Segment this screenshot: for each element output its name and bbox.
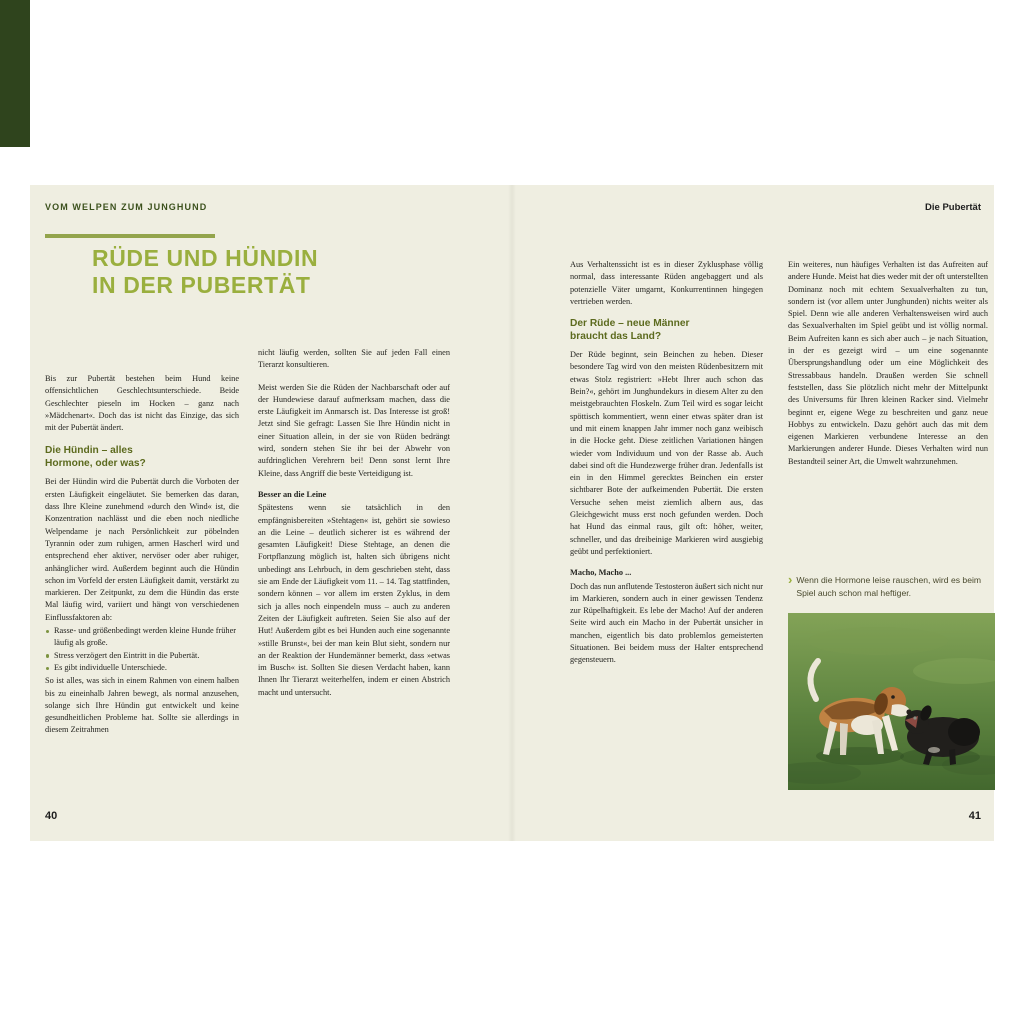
intro-paragraph: Bis zur Pubertät bestehen beim Hund keine offensichtlichen Geschlechtsunterschiede. Beide Geschlechter pieseln im Hocken – ganz nach »Mädchenart«. Doch das ist nicht das Einzige, das sich mit der Pubertät ändert.	[45, 374, 239, 433]
left-page-column-2	[258, 347, 450, 699]
caption-chevron-icon: ›	[788, 572, 793, 587]
title-rule	[45, 234, 215, 238]
section-heading-huendin-line2: Hormone, oder was?	[45, 458, 146, 470]
subhead-besser-an-die-leine: Besser an die Leine	[258, 489, 327, 499]
page-number-left: 40	[45, 810, 58, 822]
bullet-item: Stress verzögert den Eintritt in die Pubertät.	[45, 650, 239, 662]
book-cover-edge	[0, 0, 30, 147]
section-kicker: VOM WELPEN ZUM JUNGHUND	[45, 202, 208, 212]
subhead-macho-macho: Macho, Macho ...	[570, 568, 632, 578]
left-page-column-1	[45, 373, 239, 737]
bullet-item: Es gibt individuelle Unterschiede.	[45, 662, 239, 674]
right-page-column-1	[570, 259, 763, 667]
dogs-playing-illustration	[788, 613, 995, 790]
body-paragraph: Spätestens wenn sie tatsächlich in den empfängnisbereiten »Stehtagen« ist, gehört sie sowieso an die Leine – deutlich sicherer ist es während der gesamten Läufigkeit! Diese Stehtage, an denen die Fortpflanzung möglich ist, halten sich übrigens nicht unbedingt ans Lehrbuch, in dem geschrieben steht, dass sie am Ende der Läufigkeit vom 11. – 14. Tag stattfinden, sondern können – vor allem im ersten Zyklus, in dem sich ja alles noch einpendeln muss – auch zu anderen Zeiten der Läufigkeit auftreten. Seien Sie also auf der Hut! Außerdem gibt es bei Hunden auch eine sogenannte »stille Brunst«, bei der man kein Blut sieht, sondern nur an der Reaktion der Hundemänner bemerkt, dass »etwas im Busch« ist. Sollten Sie diesen Verdacht haben, kann Ihnen Ihr Tierarzt weiterhelfen, indem er einen Abstrich macht und untersucht.	[258, 503, 450, 697]
section-heading-ruede-line1: Der Rüde – neue Männer	[570, 318, 690, 330]
body-paragraph: Meist werden Sie die Rüden der Nachbarschaft oder auf der Hundewiese darauf aufmerksam machen, dass die erste Läufigkeit im Anmarsch ist. Das Interesse ist groß! Jetzt sind Sie gefragt: Lassen Sie Ihre Hündin nicht in einer Situation allein, in der sie von Rüden bedrängt wird, sondern stehen Sie ihr bei der Abwehr von aufdringlichen Verehrern bei! Denn sonst lernt Ihre Kleine, dass Angriff die beste Verteidigung ist.	[258, 382, 450, 478]
body-paragraph: Bei der Hündin wird die Pubertät durch die Vorboten der ersten Läufigkeit eingeläutet. Sie bemerken das daran, dass Ihre Kleine zunehmend »durch den Wind« ist, die Konzentration nachlässt und die eben noch niedliche Welpendame je nach Persönlichkeit zur pöbelnden Tyrannin oder zum ruhigen, armen Hascherl wird und entsprechend eher aktiver, nervöser oder aber ruhiger, anhänglicher wird. Außerdem beginnt auch die Hündin schon im Vorfeld der ersten Läufigkeit damit, verstärkt zu markieren. Der Zeitpunkt, zu dem die Hündin das erste Mal läufig wird, variiert und hängt von verschiedenen Einflussfaktoren ab:	[45, 477, 239, 622]
body-paragraph: Aus Verhaltenssicht ist es in dieser Zyklusphase völlig normal, dass interessante Rüden angebaggert und als potenzielle Väter umgarnt, Konkurrentinnen hingegen vertrieben werden.	[570, 260, 763, 306]
chapter-title-line2: IN DER PUBERTÄT	[92, 272, 311, 298]
section-heading-huendin-line1: Die Hündin – alles	[45, 445, 133, 457]
chapter-title	[92, 245, 318, 299]
section-heading-huendin	[45, 444, 239, 470]
body-paragraph: Doch das nun anflutende Testosteron äußert sich nicht nur im Markieren, sondern auch in einer gewissen Tendenz zur Rüpelhaftigkeit. Es lebe der Macho! Auf der anderen Seite wird auch ein Macho in der Pubertät unsicher in manchen, eigentlich bis dato problemlos gemeisterten Situationen. Bei beidem muss der Halter entsprechend gegensteuern.	[570, 581, 763, 665]
chapter-title-line1: RÜDE UND HÜNDIN	[92, 245, 319, 271]
body-paragraph: Ein weiteres, nun häufiges Verhalten ist das Aufreiten auf andere Hunde. Meist hat dies weder mit der oft unterstellten Dominanz noch mit echtem Sexualverhalten zu tun, sondern ist (vor allem unter Junghunden) nichts weiter als Spiel. Denn wie alle anderen Verhaltensweisen wird auch das Sexualverhalten im Spiel geübt und ist völlig normal. Beim Aufreiten kann es sich aber auch – je nach Situation, in der es gezeigt wird – um eine sogenannte Übersprungshandlung oder um eine Möglichkeit des Stressabbaus handeln. Draußen werden Sie schnell feststellen, dass Sie plötzlich nicht mehr der Mittelpunkt des Universums für Ihren kleinen Racker sind. Vielmehr beginnt er, eigene Wege zu beschreiten und ganz neue Hobbys zu entwickeln. Dazu gehört auch das mit dem eigenen Markieren verbundene Interesse an den Markierungen anderer Hunde. Dieses Verhalten wird nun Bestandteil seiner Art, die Umwelt wahrzunehmen.	[788, 260, 988, 466]
book-spread	[30, 185, 994, 841]
body-paragraph: So ist alles, was sich in einem Rahmen von einem halben bis zu eineinhalb Jahren bewegt, als normal anzusehen, solange sich Ihre Hündin gut entwickelt und keine gesundheitlichen Probleme hat. Sollte sie allerdings in diesem Zeitrahmen	[45, 676, 239, 735]
photo-caption-text: Wenn die Hormone leise rauschen, wird es beim Spiel auch schon mal heftiger.	[796, 575, 982, 598]
page-gutter	[508, 185, 516, 841]
section-heading-ruede	[570, 317, 763, 343]
factors-bullet-list	[45, 625, 239, 674]
body-paragraph: Der Rüde beginnt, sein Beinchen zu heben. Dieser besondere Tag wird von den meisten Rüdenbesitzern mit etwas Stolz registriert: »Hebt Ihrer auch schon das Bein?«, gehört im Junghundekurs in diesem Alter zu den meistgebrauchten Floskeln. Zum Teil wird es sogar leicht spöttisch kommentiert, wenn einer etwas später dran ist und mit einem knappen Jahr immer noch ganz weibisch in die Hocke geht. Diese zeitlichen Variationen hängen wieder vom Individuum und von der Rasse ab. Auch dabei sind oft die Hundezwerge früher dran. Jedenfalls ist ein in den Himmel gerecktes Beinchen ein erster sichtbarer Bote der aufkeimenden Pubertät. Die ersten Versuche sehen meist ziemlich albern aus, das Gleichgewicht muss erst noch gefunden werden. Doch hat Hund das einmal raus, gilt oft: höher, weiter, schneller, und das dreibeinige Markieren wird ausgiebig geübt und perfektioniert.	[570, 350, 763, 556]
running-head-right: Die Pubertät	[925, 202, 981, 213]
section-heading-ruede-line2: braucht das Land?	[570, 331, 662, 343]
page-number-right: 41	[968, 810, 981, 822]
photo-caption	[788, 574, 993, 600]
body-paragraph: nicht läufig werden, sollten Sie auf jeden Fall einen Tierarzt konsultieren.	[258, 348, 450, 370]
dogs-playing-photo	[788, 613, 995, 790]
right-page-column-2	[788, 259, 988, 468]
bullet-item: Rasse- und größenbedingt werden kleine Hunde früher läufig als große.	[45, 625, 239, 650]
